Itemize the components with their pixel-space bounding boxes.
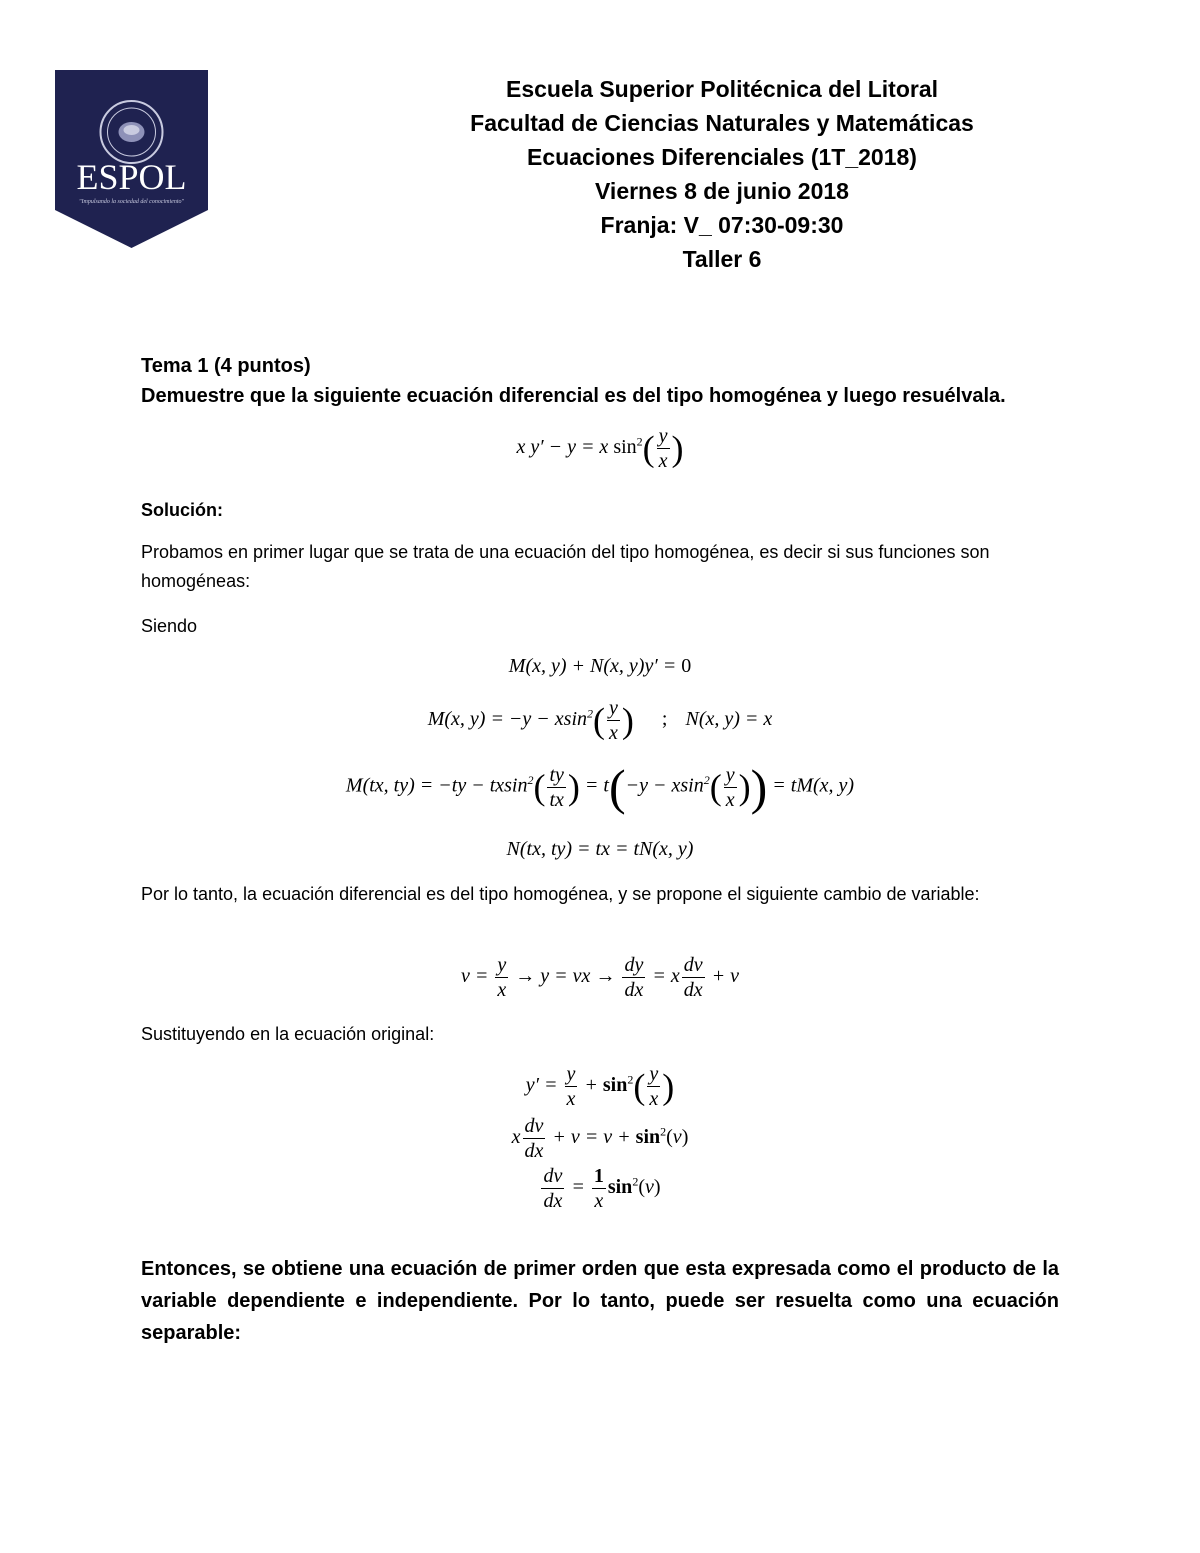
logo-wordmark: ESPOL [76, 157, 187, 197]
header-institution: Escuela Superior Politécnica del Litoral [505, 76, 939, 102]
paragraph-separable-conclusion: Entonces, se obtiene una ecuación de primer orden que esta expresada como el producto de la variable dependiente e independiente. Por lo tanto, puede ser resuelta como una ecuación separable: [141, 1258, 1059, 1344]
header-course: Ecuaciones Diferenciales (1T_2018) [527, 144, 917, 170]
equation-original: x y′ − y = x $\sin^2$( $\frac{y}{x}$ ) [516, 425, 684, 472]
header-workshop: Taller 6 [682, 246, 762, 272]
header-faculty: Facultad de Ciencias Naturales y Matemáticas [470, 110, 974, 136]
equation-step-2: x $\frac{dv}{dx}$ + $v = v + \sin^2(v)$ [511, 1115, 689, 1162]
paragraph-substituting: Sustituyendo en la ecuación original: [141, 1024, 435, 1044]
espol-logo [55, 70, 208, 248]
paragraph-homogeneous-check: Probamos en primer lugar que se trata de una ecuación del tipo homogénea, es decir si sus funciones son homogéneas: [141, 542, 990, 591]
tema-statement: Demuestre que la siguiente ecuación diferencial es del tipo homogénea y luego resuélvala. [141, 385, 1006, 407]
equation-step-3: $\frac{dv}{dx}$ = $\frac{1}{x}$ $\sin^2(v)$ [543, 1165, 661, 1212]
paragraph-siendo: Siendo [141, 616, 198, 636]
equation-m-n-definitions: M(x, y) = −y − xsin$^2$( $\frac{y}{x}$ ) ; N(x, y) = x [427, 697, 773, 744]
equation-m-homogeneity: M(tx, ty) = −ty − txsin$^2$( $\frac{ty}{tx}$ ) = t(−y − xsin$^2$( $\frac{y}{x}$ )) = tM(x, y) [345, 759, 855, 815]
document-header [322, 72, 1122, 276]
header-schedule: Franja: V_ 07:30-09:30 [600, 212, 844, 238]
tema-title: Tema 1 (4 puntos) [141, 355, 311, 377]
logo-motto: "Impulsando la sociedad del conocimiento" [78, 199, 185, 205]
equation-n-homogeneity: N(tx, ty) = tx = tN(x, y) [506, 838, 694, 860]
solution-label: Solución: [141, 500, 223, 520]
header-date: Viernes 8 de junio 2018 [595, 178, 849, 204]
equation-general-form: M(x, y) + N(x, y)y′ = 0 [508, 655, 692, 677]
equation-step-1: y′ = $\frac{y}{x}$ + $\sin^2$( $\frac{y}{x}$ ) [525, 1063, 675, 1110]
equation-substitution: v = $\frac{y}{x}$ → y = vx → $\frac{dy}{dx}$ = x $\frac{dv}{dx}$ + v [461, 954, 739, 1001]
paragraph-change-of-variable: Por lo tanto, la ecuación diferencial es del tipo homogénea, y se propone el siguiente cambio de variable: [141, 884, 980, 904]
